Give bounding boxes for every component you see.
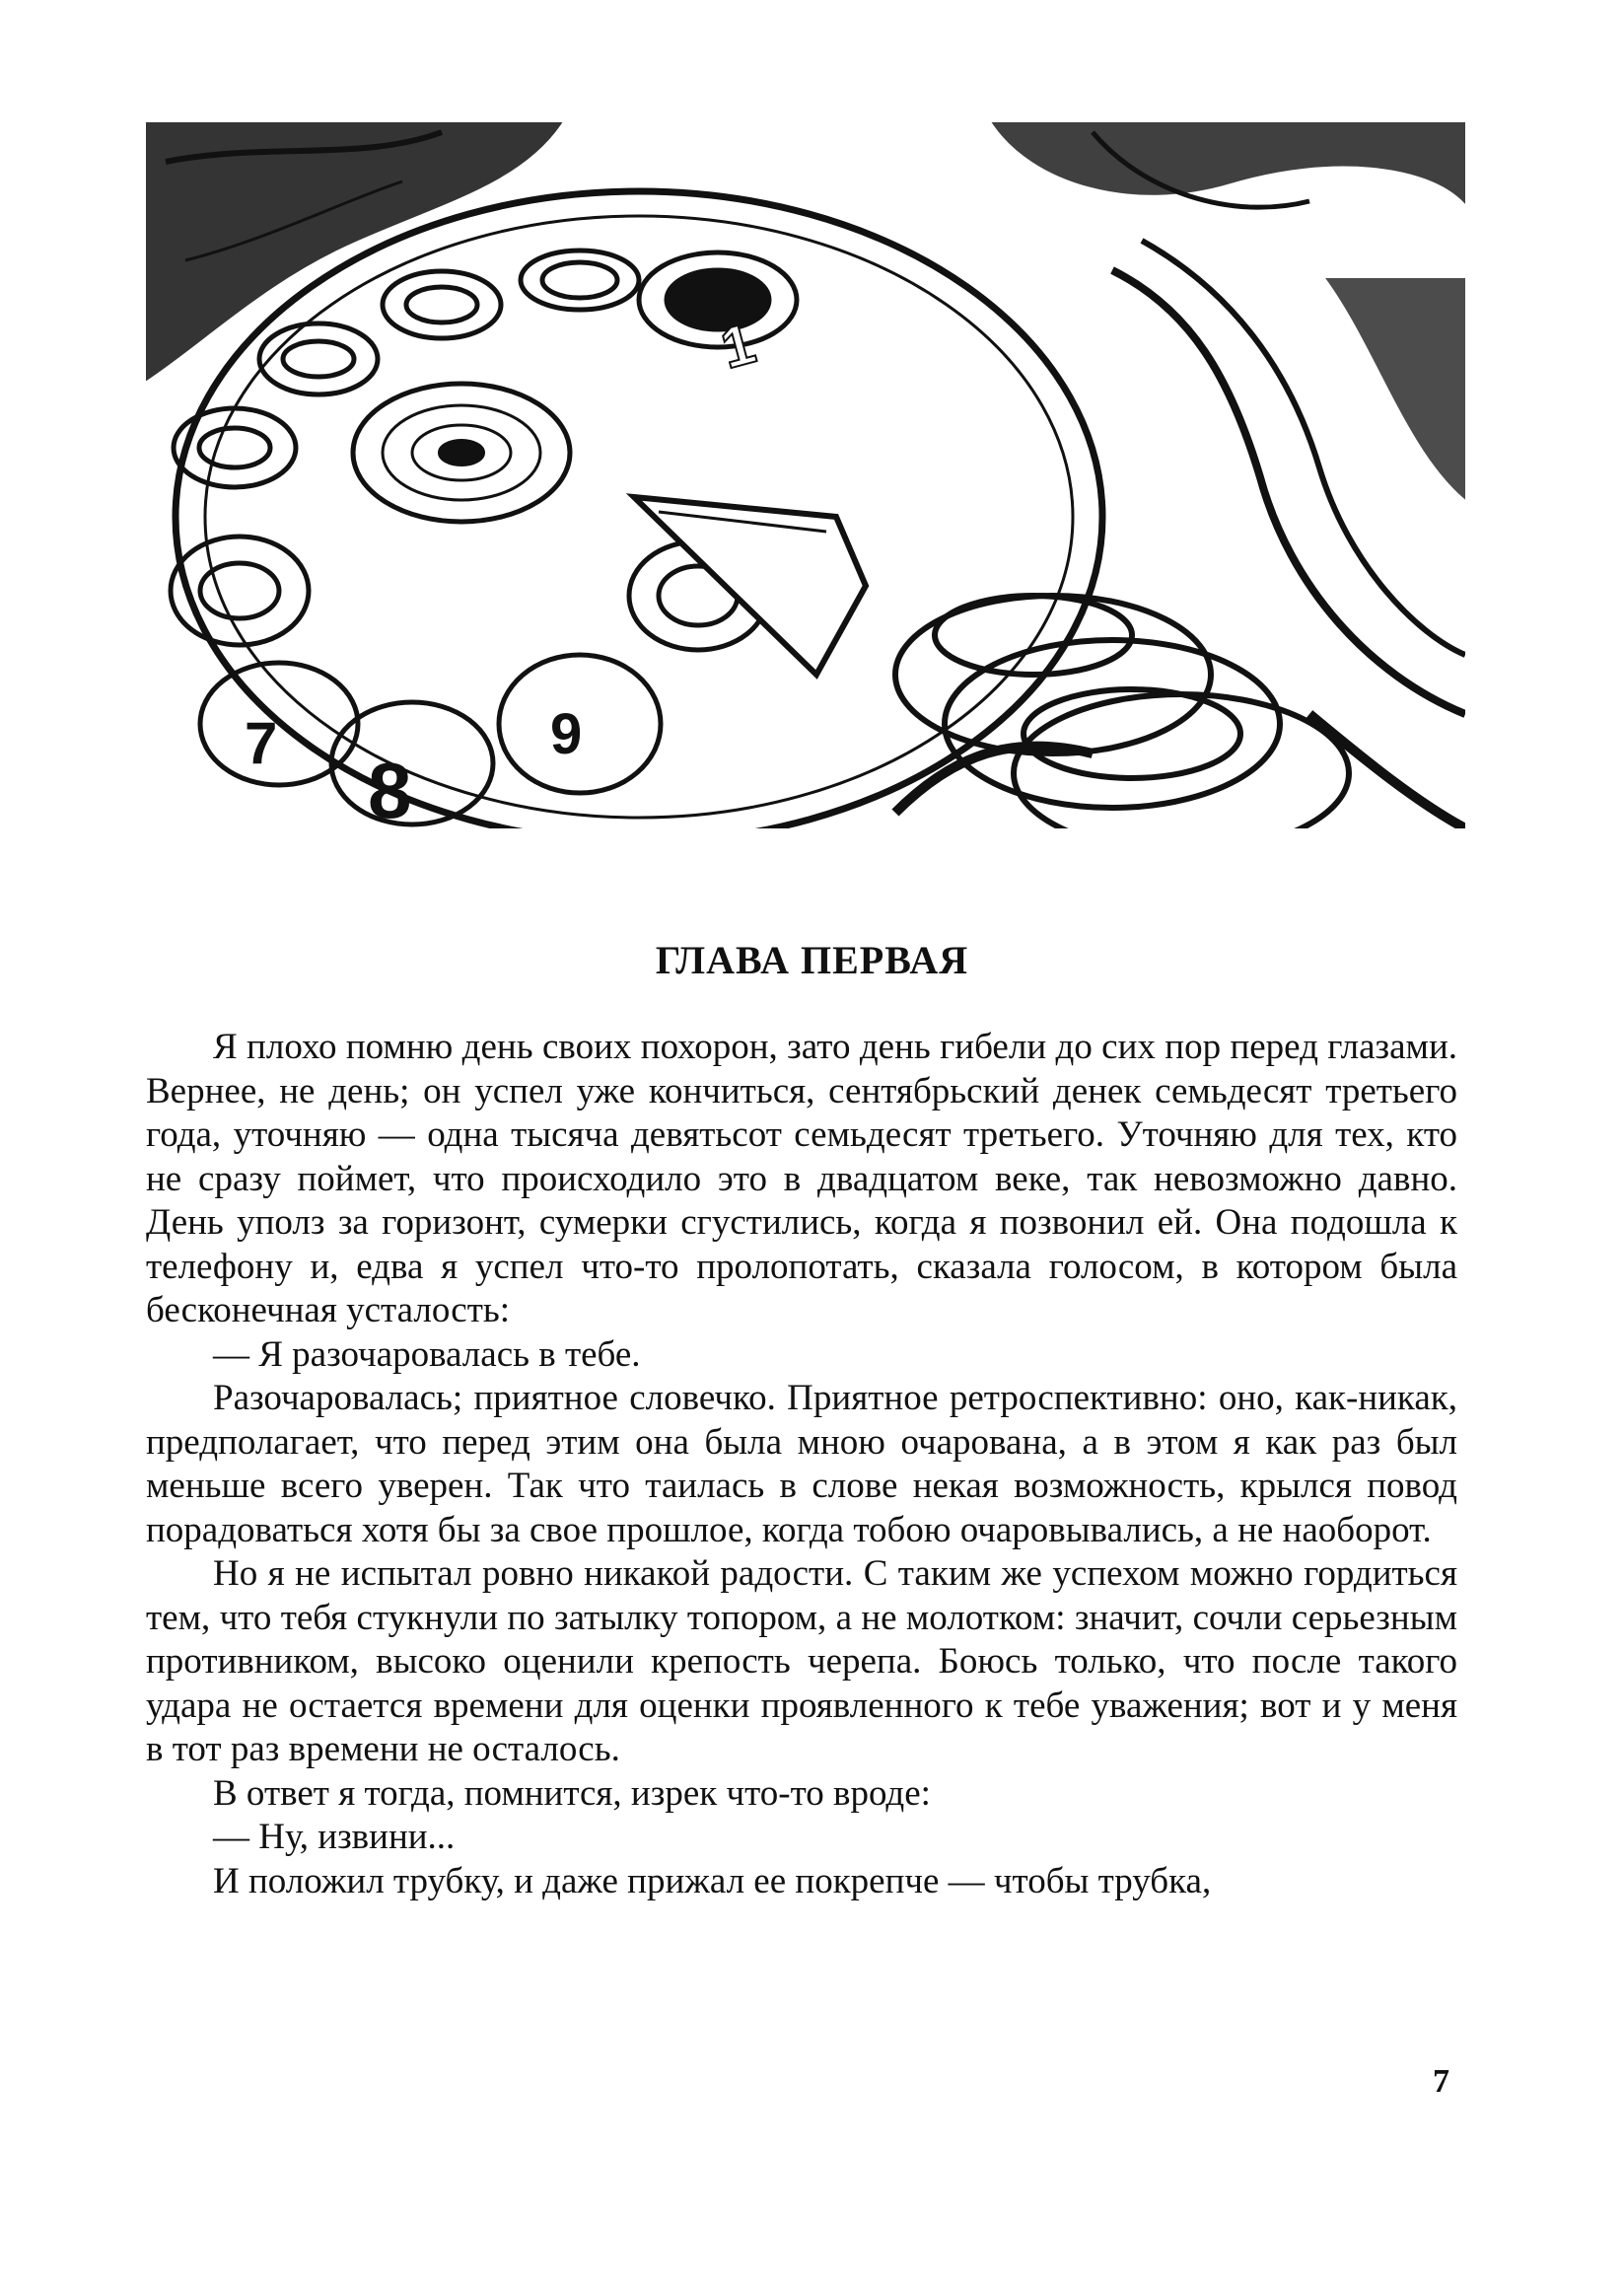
paragraph: Я плохо помню день своих похорон, зато день гибели до сих пор перед глазами. Вернее, не день; он успел уже кончиться, сентябрьский денек семьдесят третьего года, уточняю — одна тысяча девятьсот семьдесят третьего. Уточняю для тех, кто не сразу поймет, что происходило это в двадцатом веке, так невозможно давно. День уполз за горизонт, сумерки сгустились, когда я позвонил ей. Она подошла к телефону и, едва я успел что-то пролопотать, сказала голосом, в котором была бесконечная усталость: [146, 1027, 1457, 1330]
body-text [146, 1026, 1457, 1903]
paragraph: Но я не испытал ровно никакой радости. С таким же успехом можно гордиться тем, что тебя стукнули по затылку топором, а не молотком: значит, сочли серьезным противником, высоко оценили крепость черепа. Боюсь только, что после такого удара не остается времени для оценки проявленного к тебе уважения; вот и у меня в тот раз времени не осталось. [146, 1553, 1457, 1769]
paragraph: — Я разочаровалась в тебе. [213, 1333, 641, 1375]
rotary-phone-illustration [146, 122, 1465, 828]
paragraph: В ответ я тогда, помнится, изрек что-то вроде: [213, 1772, 931, 1814]
dial-digit-9: 9 [550, 702, 583, 766]
paragraph: — Ну, извини... [213, 1817, 456, 1857]
paragraph: Разочаровалась; приятное словечко. Приятное ретроспективно: оно, как-никак, предполагает, что перед этим она была мною очарована, а в этом я как раз был меньше всего уверен. Так что таилась в слове некая возможность, крылся повод порадоваться хотя бы за свое прошлое, когда тобою очаровывались, а не наоборот. [146, 1378, 1457, 1550]
page-number: 7 [1433, 2063, 1449, 2100]
paragraph: И положил трубку, и даже прижал ее покрепче — чтобы трубка, [213, 1860, 1212, 1901]
dial-digit-1: 1 [714, 311, 762, 382]
dial-center-icon [353, 384, 570, 522]
dial-digit-7: 7 [245, 710, 278, 776]
chapter-title: ГЛАВА ПЕРВАЯ [655, 938, 969, 982]
dial-digit-8: 8 [368, 747, 412, 828]
